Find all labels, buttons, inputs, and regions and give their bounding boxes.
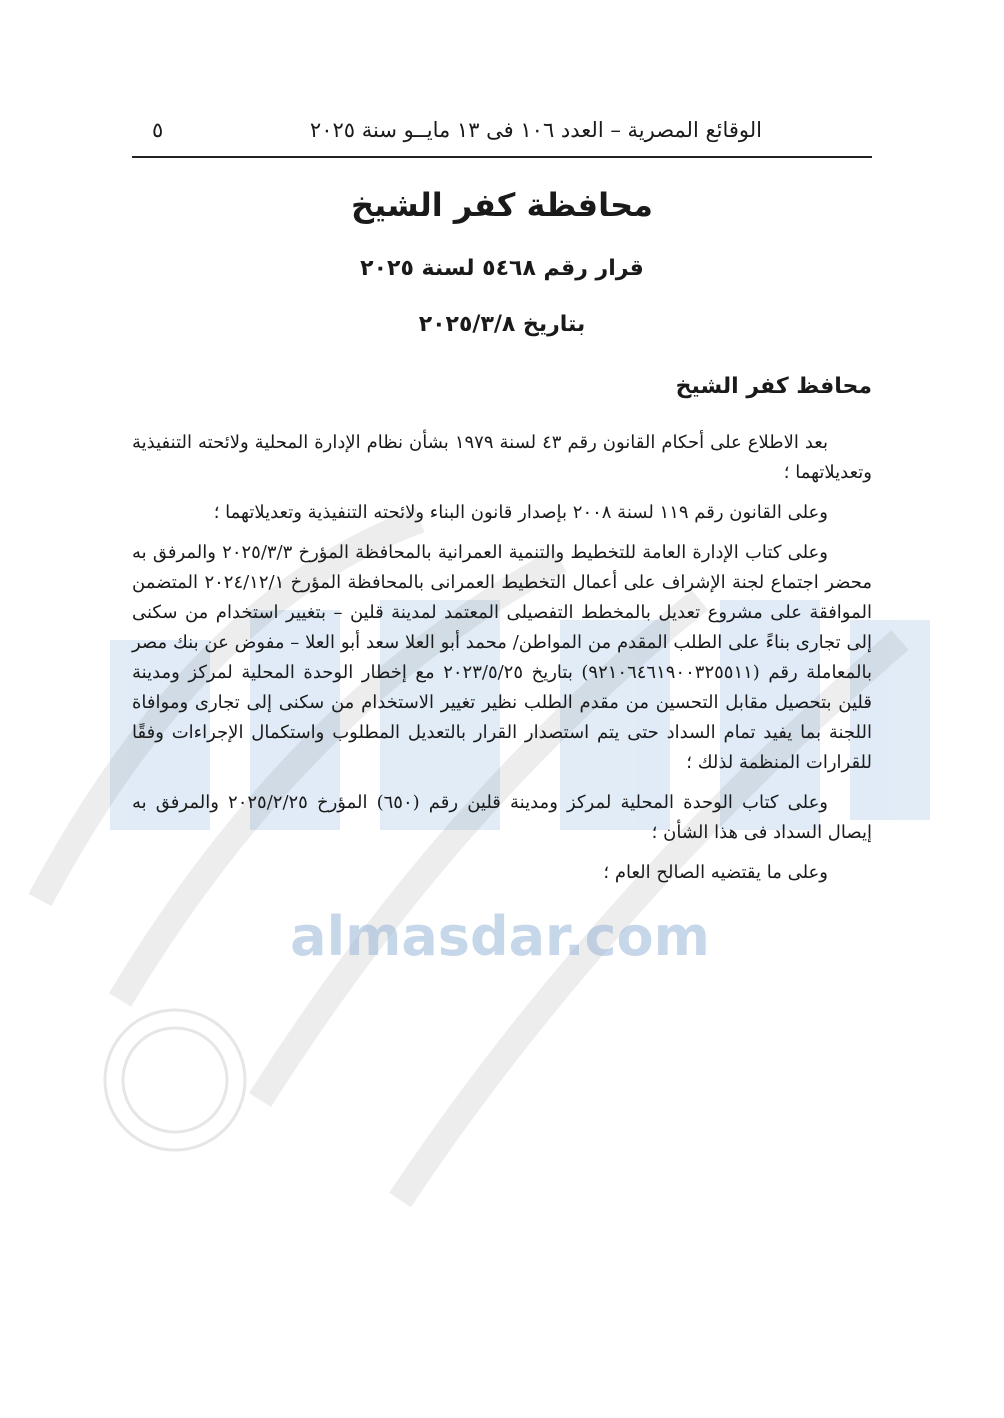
issuer-heading: محافظ كفر الشيخ <box>675 374 872 399</box>
paragraph-building-law: وعلى القانون رقم ١١٩ لسنة ٢٠٠٨ بإصدار قانون البناء ولائحته التنفيذية وتعديلاتهما ؛ <box>213 502 828 523</box>
watermark-text: almasdar.com <box>290 905 710 968</box>
page-number: ٥ <box>152 118 164 142</box>
paragraph-public-interest: وعلى ما يقتضيه الصالح العام ؛ <box>603 862 828 883</box>
decree-number: قرار رقم ٥٤٦٨ لسنة ٢٠٢٥ <box>360 256 644 281</box>
running-header <box>132 112 872 152</box>
governorate-title: محافظة كفر الشيخ <box>351 186 653 224</box>
header-divider <box>132 156 872 158</box>
decree-date: بتاريخ ٢٠٢٥/٣/٨ <box>418 312 586 337</box>
paragraph-planning-letter: وعلى كتاب الإدارة العامة للتخطيط والتنمية العمرانية بالمحافظة المؤرخ ٢٠٢٥/٣/٣ والمرفق به محضر اجتماع لجنة الإشراف على أعمال التخطيط العمرانى بالمحافظة المؤرخ ٢٠٢٤/١٢/١ المتضمن الموافقة على مشروع تعديل بالمخطط التفصيلى المعتمد لمدينة قلين – بتغيير استخدام من سكنى إلى تجارى بناءً على الطلب المقدم من المواطن/ محمد أبو العلا سعد أبو العلا – مفوض عن بنك مصر بالمعاملة رقم (٩٢١٠٦٤٦١٩٠٠٣٢٥٥١١) بتاريخ ٢٠٢٣/٥/٢٥ مع إخطار الوحدة المحلية لمركز ومدينة قلين بتحصيل مقابل التحسين من مقدم الطلب نظير تغيير الاستخدام من سكنى إلى تجارى وموافاة اللجنة بما يفيد تمام السداد حتى يتم استصدار القرار بالتعديل المطلوب واستكمال الإجراءات وفقًا للقرارات المنظمة لذلك ؛ <box>132 542 873 773</box>
decree-body <box>132 428 872 888</box>
running-title: الوقائع المصرية – العدد ١٠٦ فى ١٣ مايــو سنة ٢٠٢٥ <box>309 118 762 142</box>
paragraph-local-unit-letter: وعلى كتاب الوحدة المحلية لمركز ومدينة قلين رقم (٦٥٠) المؤرخ ٢٠٢٥/٢/٢٥ والمرفق به إيصال السداد فى هذا الشأن ؛ <box>132 792 872 843</box>
paragraph-local-admin-law: بعد الاطلاع على أحكام القانون رقم ٤٣ لسنة ١٩٧٩ بشأن نظام الإدارة المحلية ولائحته التنفيذية وتعديلاتهما ؛ <box>132 432 872 483</box>
